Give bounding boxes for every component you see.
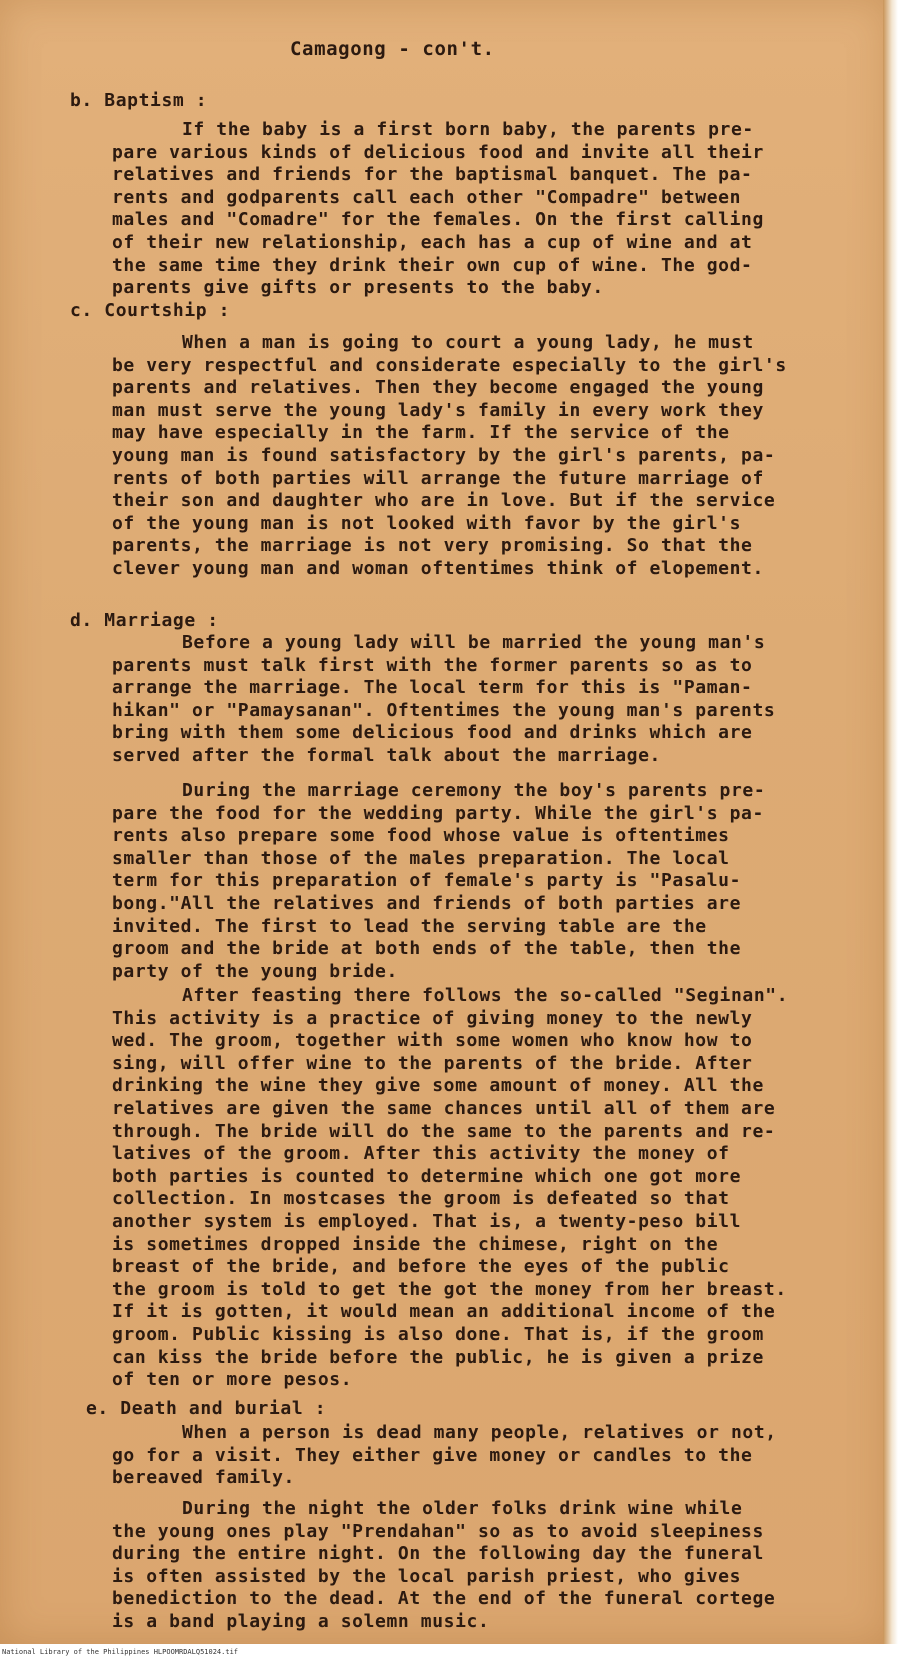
text-line: through. The bride will do the same to the parents and re-: [112, 1120, 776, 1142]
text-line: smaller than those of the males preparation. The local: [112, 847, 730, 869]
text-line: parents must talk first with the former parents so as to: [112, 654, 753, 676]
text-line: party of the young bride.: [112, 960, 398, 982]
text-line: both parties is counted to determine which one got more: [112, 1165, 742, 1187]
paragraph-courtship: [112, 332, 882, 581]
text-line: is sometimes dropped inside the chimese, right on the: [112, 1233, 719, 1255]
text-line: After feasting there follows the so-called "Seginan".: [182, 985, 789, 1006]
paragraph-death-1: [112, 1422, 882, 1490]
text-line: of ten or more pesos.: [112, 1369, 353, 1391]
text-line: invited. The first to lead the serving table are the: [112, 915, 707, 937]
text-line: go for a visit. They either give money or candles to the: [112, 1444, 753, 1466]
text-line: wed. The groom, together with some women who know how to: [112, 1030, 753, 1052]
text-line: may have especially in the farm. If the service of the: [112, 422, 730, 444]
text-line: relatives and friends for the baptismal banquet. The pa-: [112, 164, 753, 186]
text-line: can kiss the bride before the public, he is given a prize: [112, 1346, 764, 1368]
text-line: parents and relatives. Then they become engaged the young: [112, 377, 764, 399]
text-line: parents give gifts or presents to the baby.: [112, 277, 604, 299]
text-line: served after the formal talk about the marriage.: [112, 744, 661, 766]
text-line: of their new relationship, each has a cup of wine and at: [112, 231, 753, 253]
text-line: pare various kinds of delicious food and invite all their: [112, 141, 764, 163]
paragraph-marriage-1: [112, 632, 882, 768]
text-line: be very respectful and considerate especially to the girl's: [112, 354, 787, 376]
text-line: groom and the bride at both ends of the table, then the: [112, 938, 742, 960]
paragraph-death-2: [112, 1498, 882, 1634]
text-line: bereaved family.: [112, 1467, 295, 1489]
text-line: collection. In mostcases the groom is defeated so that: [112, 1188, 730, 1210]
text-line: This activity is a practice of giving money to the newly: [112, 1007, 753, 1029]
text-line: During the marriage ceremony the boy's parents pre-: [182, 780, 766, 801]
section-heading-baptism: b. Baptism :: [70, 90, 208, 111]
text-line: benediction to the dead. At the end of the funeral cortege: [112, 1588, 776, 1610]
page-edge: [883, 0, 898, 1644]
section-heading-courtship: c. Courtship :: [70, 300, 231, 321]
text-line: the groom is told to get the got the money from her breast.: [112, 1278, 787, 1300]
text-line: young man is found satisfactory by the girl's parents, pa-: [112, 444, 776, 466]
paragraph-marriage-3: [112, 985, 882, 1392]
text-line: During the night the older folks drink wine while: [182, 1498, 743, 1519]
text-line: clever young man and woman oftentimes think of elopement.: [112, 557, 764, 579]
text-line: relatives are given the same chances until all of them are: [112, 1097, 776, 1119]
text-line: Before a young lady will be married the young man's: [182, 632, 766, 653]
text-line: is often assisted by the local parish priest, who gives: [112, 1565, 742, 1587]
text-line: hikan" or "Pamaysanan". Oftentimes the young man's parents: [112, 699, 776, 721]
text-line: the same time they drink their own cup of wine. The god-: [112, 254, 753, 276]
text-line: bong."All the relatives and friends of both parties are: [112, 892, 742, 914]
text-line: another system is employed. That is, a twenty-peso bill: [112, 1210, 742, 1232]
text-line: rents of both parties will arrange the future marriage of: [112, 467, 764, 489]
text-line: pare the food for the wedding party. While the girl's pa-: [112, 802, 764, 824]
text-line: If the baby is a first born baby, the parents pre-: [182, 119, 754, 140]
text-line: arrange the marriage. The local term for this is "Paman-: [112, 677, 753, 699]
text-line: their son and daughter who are in love. But if the service: [112, 490, 776, 512]
text-line: the young ones play "Prendahan" so as to avoid sleepiness: [112, 1520, 764, 1542]
text-line: parents, the marriage is not very promising. So that the: [112, 535, 753, 557]
text-line: rents also prepare some food whose value is oftentimes: [112, 825, 730, 847]
text-line: during the entire night. On the following day the funeral: [112, 1543, 764, 1565]
page-title: Camagong - con't.: [290, 38, 495, 60]
text-line: of the young man is not looked with favor by the girl's: [112, 512, 742, 534]
section-heading-marriage: d. Marriage :: [70, 610, 219, 631]
text-line: When a person is dead many people, relatives or not,: [182, 1422, 777, 1443]
text-line: bring with them some delicious food and drinks which are: [112, 722, 753, 744]
text-line: latives of the groom. After this activity the money of: [112, 1143, 730, 1165]
text-line: groom. Public kissing is also done. That is, if the groom: [112, 1323, 764, 1345]
paragraph-marriage-2: [112, 780, 882, 983]
text-line: males and "Comadre" for the females. On the first calling: [112, 209, 764, 231]
text-line: If it is gotten, it would mean an additional income of the: [112, 1301, 776, 1323]
archive-footer: National Library of the Philippines HLPOOMRDALQ51024.tif: [0, 1647, 898, 1658]
text-line: When a man is going to court a young lady, he must: [182, 332, 754, 353]
paragraph-baptism: [112, 119, 882, 300]
text-line: man must serve the young lady's family in every work they: [112, 399, 764, 421]
section-heading-death-burial: e. Death and burial :: [86, 1398, 327, 1419]
text-line: rents and godparents call each other "Compadre" between: [112, 186, 742, 208]
text-line: drinking the wine they give some amount of money. All the: [112, 1075, 764, 1097]
text-line: is a band playing a solemn music.: [112, 1610, 490, 1632]
text-line: breast of the bride, and before the eyes of the public: [112, 1256, 730, 1278]
text-line: term for this preparation of female's party is "Pasalu-: [112, 870, 742, 892]
text-line: sing, will offer wine to the parents of the bride. After: [112, 1052, 753, 1074]
